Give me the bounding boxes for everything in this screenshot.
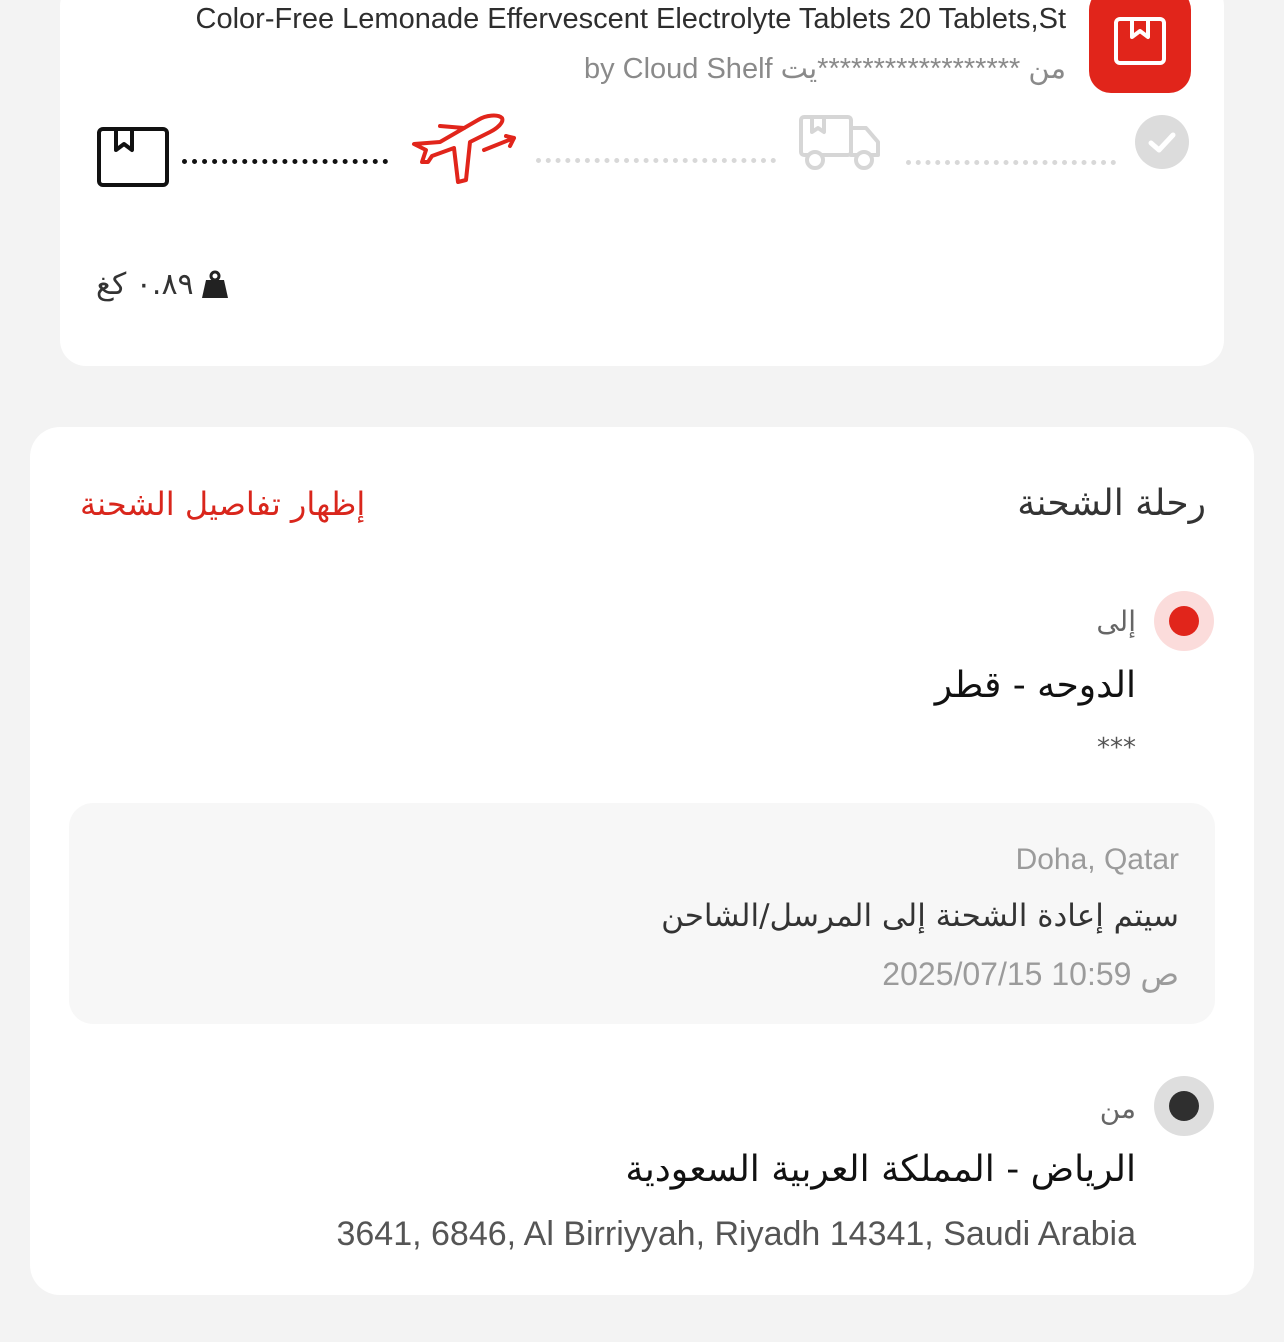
delivered-check-icon bbox=[1134, 114, 1190, 170]
shipment-journey-card bbox=[30, 427, 1254, 1295]
tracking-progress bbox=[60, 120, 1224, 200]
destination-marker bbox=[1154, 591, 1214, 651]
destination-city: الدوحه - قطر bbox=[934, 665, 1136, 706]
packed-box-icon bbox=[96, 126, 170, 188]
seller-line: من ******************يت by Cloud Shelf bbox=[583, 53, 1066, 85]
airplane-icon bbox=[410, 104, 520, 184]
status-location: Doha, Qatar bbox=[1015, 843, 1179, 876]
delivery-truck-icon bbox=[798, 114, 882, 172]
origin-marker bbox=[1154, 1076, 1214, 1136]
weight-icon bbox=[200, 270, 230, 300]
package-box-icon bbox=[1112, 15, 1168, 67]
progress-dots-done bbox=[182, 159, 388, 164]
package-weight bbox=[96, 267, 230, 302]
progress-dots-pending-2 bbox=[906, 160, 1116, 165]
package-card bbox=[60, 0, 1224, 366]
product-title: Color-Free Lemonade Effervescent Electrolyte Tablets 20 Tablets,St bbox=[195, 3, 1066, 35]
origin-city: الرياض - المملكة العربية السعودية bbox=[625, 1149, 1136, 1190]
weight-value: ٠.٨٩ كغ bbox=[96, 267, 194, 302]
origin-label: من bbox=[1099, 1092, 1136, 1125]
journey-title: رحلة الشحنة bbox=[1017, 483, 1206, 524]
progress-dots-pending-1 bbox=[536, 158, 776, 163]
destination-label: إلى bbox=[1096, 605, 1136, 638]
origin-address: 3641, 6846, Al Birriyyah, Riyadh 14341, Saudi Arabia bbox=[336, 1215, 1136, 1253]
status-timestamp: ص 10:59 2025/07/15 bbox=[882, 956, 1179, 992]
destination-address: *** bbox=[1097, 733, 1136, 763]
show-shipment-details-link[interactable]: إظهار تفاصيل الشحنة bbox=[80, 485, 366, 523]
package-badge bbox=[1089, 0, 1191, 93]
status-text: سيتم إعادة الشحنة إلى المرسل/الشاحن bbox=[661, 898, 1179, 934]
latest-status-box bbox=[69, 803, 1215, 1024]
